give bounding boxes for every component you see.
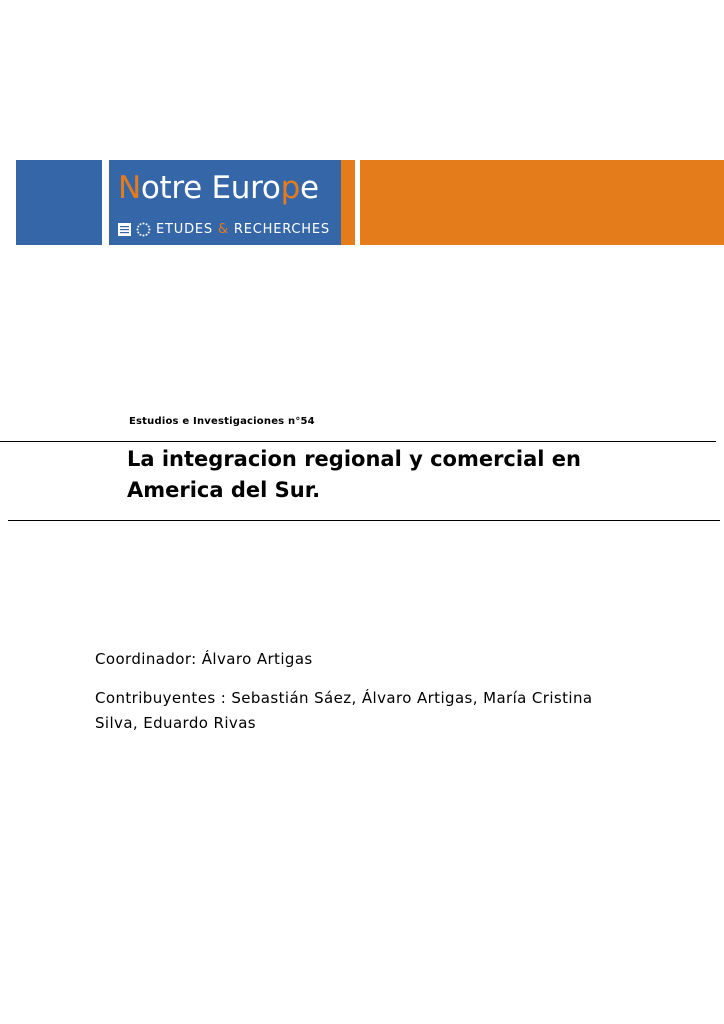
logo-sub-amp: & [217,221,229,237]
logo-title-accent-n: N [118,170,141,206]
document-lines-icon [118,223,131,236]
logo-title-part1: otre Euro [140,170,281,206]
contributors-line: Contribuyentes : Sebastián Sáez, Álvaro Artigas, María Cristina Silva, Eduardo Rivas [95,689,593,732]
header-blue-block [16,160,102,245]
title-divider-top [0,441,716,442]
document-title: La integracion regional y comercial en America del Sur. [127,447,581,502]
logo-title-end: e [299,170,319,206]
logo-title [118,168,319,208]
logo-subtitle [118,220,330,238]
eu-stars-icon [136,222,151,237]
header-orange-block [360,160,724,245]
title-divider-bottom [8,520,720,521]
header-orange-strip [341,160,355,245]
logo-title-accent-p: p [280,170,300,206]
series-label: Estudios e Investigaciones n°54 [129,416,315,427]
logo-sub-right: RECHERCHES [233,221,330,237]
coordinator-line: Coordinador: Álvaro Artigas [95,650,313,668]
logo-sub-left: ETUDES [156,221,213,237]
